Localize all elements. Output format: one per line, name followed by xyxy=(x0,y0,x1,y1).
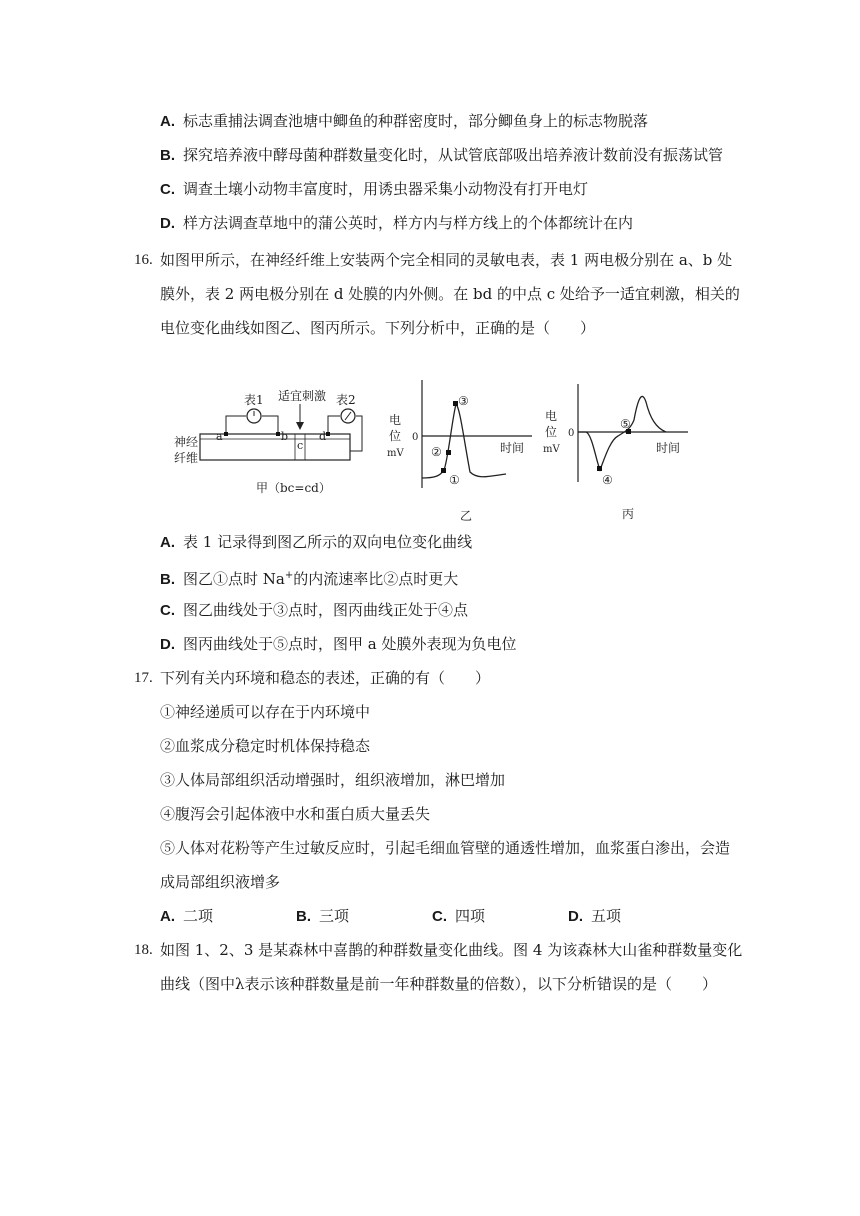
q15-option-a: A. 标志重捕法调查池塘中鲫鱼的种群密度时，部分鲫鱼身上的标志物脱落 xyxy=(160,112,649,130)
figure-yi xyxy=(387,380,532,523)
q16-option-a: A. 表 1 记录得到图乙所示的双向电位变化曲线 xyxy=(160,533,473,551)
fiber-label-2: 纤维 xyxy=(174,451,199,465)
q16-stem-line-3: 电位变化曲线如图乙、图丙所示。下列分析中，正确的是（ ） xyxy=(160,319,596,337)
figure-bing xyxy=(543,384,688,521)
bing-ylabel-2: 位 xyxy=(545,425,558,439)
q16-stem-line-2: 膜外，表 2 两电极分别在 d 处膜的内外侧。在 bd 的中点 c 处给予一适宜刺激，相关的 xyxy=(160,285,740,303)
q15-option-c: C. 调查土壤小动物丰富度时，用诱虫器采集小动物没有打开电灯 xyxy=(160,180,589,198)
q16-figure-svg xyxy=(160,360,700,530)
yi-mark-2: ② xyxy=(431,445,442,459)
q17-item-2: ②血浆成分稳定时机体保持稳态 xyxy=(160,737,371,755)
bing-xlabel: 时间 xyxy=(656,441,681,455)
q15-option-d: D. 样方法调查草地中的蒲公英时，样方内与样方线上的个体都统计在内 xyxy=(160,214,634,232)
q17-item-5-cont: 成局部组织液增多 xyxy=(160,873,281,891)
yi-zero: 0 xyxy=(412,432,419,443)
q16-stem-line-1: 如图甲所示，在神经纤维上安装两个完全相同的灵敏电表，表 1 两电极分别在 a、b 处 xyxy=(160,251,733,269)
caption-jia: 甲（bc=cd） xyxy=(256,481,331,495)
yi-ylabel-1: 电 xyxy=(389,413,402,427)
q16-number: 16. xyxy=(134,252,153,268)
q17-stem: 下列有关内环境和稳态的表述，正确的有（ ） xyxy=(160,669,491,687)
bing-mark-5: ⑤ xyxy=(620,417,631,431)
yi-mark-1: ① xyxy=(449,473,460,487)
q17-option-c: C. 四项 xyxy=(432,907,486,925)
caption-yi: 乙 xyxy=(460,509,473,523)
caption-bing: 丙 xyxy=(622,507,635,521)
yi-ylabel-unit: mV xyxy=(387,448,404,459)
q18-number: 18. xyxy=(134,942,153,958)
stimulus-label: 适宜刺激 xyxy=(278,389,327,403)
q15-option-b: B. 探究培养液中酵母菌种群数量变化时，从试管底部吸出培养液计数前没有振荡试管 xyxy=(160,146,724,164)
q16-option-d: D. 图丙曲线处于⑤点时，图甲 a 处膜外表现为负电位 xyxy=(160,635,517,653)
bing-curve xyxy=(578,396,666,470)
point-d-label: d xyxy=(319,430,327,443)
q17-option-b: B. 三项 xyxy=(296,907,350,925)
yi-mark-3: ③ xyxy=(458,394,469,408)
q17-item-3: ③人体局部组织活动增强时，组织液增加，淋巴增加 xyxy=(160,771,506,789)
bing-mark-4: ④ xyxy=(602,473,613,487)
q16-option-b: B. 图乙①点时 Na+的内流速率比②点时更大 xyxy=(160,570,459,588)
point-c-label: c xyxy=(297,439,304,452)
q17-item-4: ④腹泻会引起体液中水和蛋白质大量丢失 xyxy=(160,805,431,823)
meter-1-label: 表1 xyxy=(244,393,264,407)
point-b-label: b xyxy=(281,430,289,443)
point-a-label: a xyxy=(216,430,223,443)
q17-item-1: ①神经递质可以存在于内环境中 xyxy=(160,703,371,721)
bing-ylabel-1: 电 xyxy=(545,409,558,423)
q18-stem-line-1: 如图 1、2、3 是某森林中喜鹊的种群数量变化曲线。图 4 为该森林大山雀种群数量变化 xyxy=(160,941,743,959)
q17-item-5: ⑤人体对花粉等产生过敏反应时，引起毛细血管壁的通透性增加，血浆蛋白渗出，会造 xyxy=(160,839,731,857)
q17-number: 17. xyxy=(134,670,153,686)
meter-2-label: 表2 xyxy=(336,393,356,407)
yi-curve xyxy=(422,404,506,478)
q17-option-a: A. 二项 xyxy=(160,907,214,925)
q18-stem-line-2: 曲线（图中λ表示该种群数量是前一年种群数量的倍数），以下分析错误的是（ ） xyxy=(160,975,718,993)
yi-xlabel: 时间 xyxy=(500,441,525,455)
q16-figure xyxy=(160,360,700,530)
figure-jia xyxy=(174,388,362,495)
fiber-label-1: 神经 xyxy=(174,435,199,449)
bing-zero: 0 xyxy=(568,428,575,439)
q17-option-d: D. 五项 xyxy=(568,907,622,925)
bing-ylabel-unit: mV xyxy=(543,444,560,455)
yi-ylabel-2: 位 xyxy=(389,429,402,443)
q16-option-c: C. 图乙曲线处于③点时，图丙曲线正处于④点 xyxy=(160,601,469,619)
